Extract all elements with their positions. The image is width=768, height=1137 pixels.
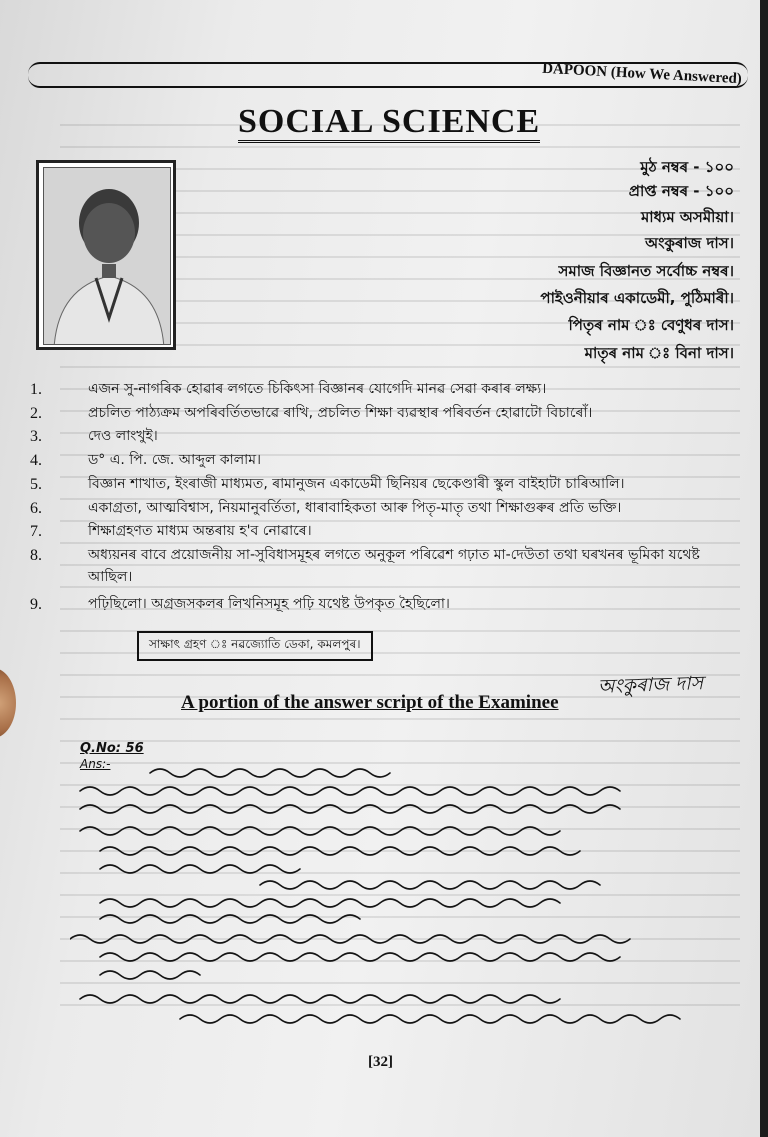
interview-credit: সাক্ষাৎ গ্ৰহণ ঃ নৱজ্যোতি ডেকা, কমলপুৰ। xyxy=(137,631,373,661)
answer-text: এজন সু-নাগৰিক হোৱাৰ লগতে চিকিৎসা বিজ্ঞানৰ যোগেদি মানৱ সেৱা কৰাৰ লক্ষ্য। xyxy=(88,381,547,397)
answer-number: 9. xyxy=(30,596,42,613)
handwriting-scribble xyxy=(70,735,710,1035)
header-title: DAPOON (How We Answered) xyxy=(541,60,743,88)
question-number-label: Q.No: 56 xyxy=(80,741,144,756)
answer-text: প্ৰচলিত পাঠ্যক্ৰম অপৰিবৰ্তিতভাৱে ৰাখি, প্ৰচলিত শিক্ষা ব্যৱস্থাৰ পৰিবৰ্তন হোৱাটো বিচাৰোঁ। xyxy=(88,405,593,421)
profile-line-7: পিতৃৰ নাম ঃ বেণুধৰ দাস। xyxy=(568,316,734,334)
answer-number: 4. xyxy=(30,452,42,469)
examinee-signature: অংকুৰাজ দাস xyxy=(597,672,704,698)
answer-number: 1. xyxy=(30,381,42,398)
answer-label: Ans:- xyxy=(80,757,111,771)
answer-text: বিজ্ঞান শাখাত, ইংৰাজী মাধ্যমত, ৰামানুজন একাডেমী ছিনিয়ৰ ছেকেণ্ডাৰী স্কুল বাইহাটা চাৰিআলি। xyxy=(88,476,625,492)
page-number: [32] xyxy=(368,1054,393,1070)
profile-line-5: সমাজ বিজ্ঞানত সৰ্বোচ্চ নম্বৰ। xyxy=(558,262,734,280)
answer-number: 3. xyxy=(30,428,42,445)
profile-line-1: মুঠ নম্বৰ - ১০০ xyxy=(640,158,734,176)
portrait-illustration xyxy=(44,168,171,345)
answer-number: 2. xyxy=(30,405,42,422)
profile-line-2: প্ৰাপ্ত নম্বৰ - ১০০ xyxy=(628,182,734,200)
profile-line-3: মাধ্যম অসমীয়া। xyxy=(640,208,734,226)
answer-text: পঢ়িছিলো। অগ্ৰজসকলৰ লিখনিসমূহ পঢ়ি যথেষ্ট উপকৃত হৈছিলো। xyxy=(88,596,450,612)
answer-text: দেও লাংখুই। xyxy=(88,428,158,444)
page-edge-shadow xyxy=(760,0,768,1137)
answer-text: শিক্ষাগ্ৰহণত মাধ্যম অন্তৰায় হ'ব নোৱাৰে। xyxy=(88,523,312,539)
page-title: SOCIAL SCIENCE xyxy=(238,104,540,143)
photo-image xyxy=(43,167,171,345)
answer-text: অধ্যয়নৰ বাবে প্ৰয়োজনীয় সা-সুবিধাসমূহৰ লগতে অনুকূল পৰিৱেশ গঢ়াত মা-দেউতা তথা ঘৰখনৰ ভূমিকা যথেষ্ট আছিল। xyxy=(88,547,700,585)
student-photo xyxy=(36,160,176,350)
profile-line-8: মাতৃৰ নাম ঃ বিনা দাস। xyxy=(584,344,734,362)
handwritten-answer-script xyxy=(70,735,710,1035)
profile-line-6: পাইওনীয়াৰ একাডেমী, পুঠিমাৰী। xyxy=(540,289,734,307)
answer-number: 7. xyxy=(30,523,42,540)
answer-script-caption: A portion of the answer script of the Examinee xyxy=(181,692,559,713)
answer-number: 6. xyxy=(30,500,42,517)
answer-text: একাগ্ৰতা, আত্মবিশ্বাস, নিয়মানুবৰ্তিতা, ধাৰাবাহিকতা আৰু পিতৃ-মাতৃ তথা শিক্ষাগুৰুৰ প্ৰতি ভক্তি। xyxy=(88,500,622,516)
answer-number: 5. xyxy=(30,476,42,493)
answer-text: ড° এ. পি. জে. আব্দুল কালাম। xyxy=(88,452,261,468)
profile-line-4: অংকুৰাজ দাস। xyxy=(645,234,734,252)
answer-number: 8. xyxy=(30,547,42,564)
